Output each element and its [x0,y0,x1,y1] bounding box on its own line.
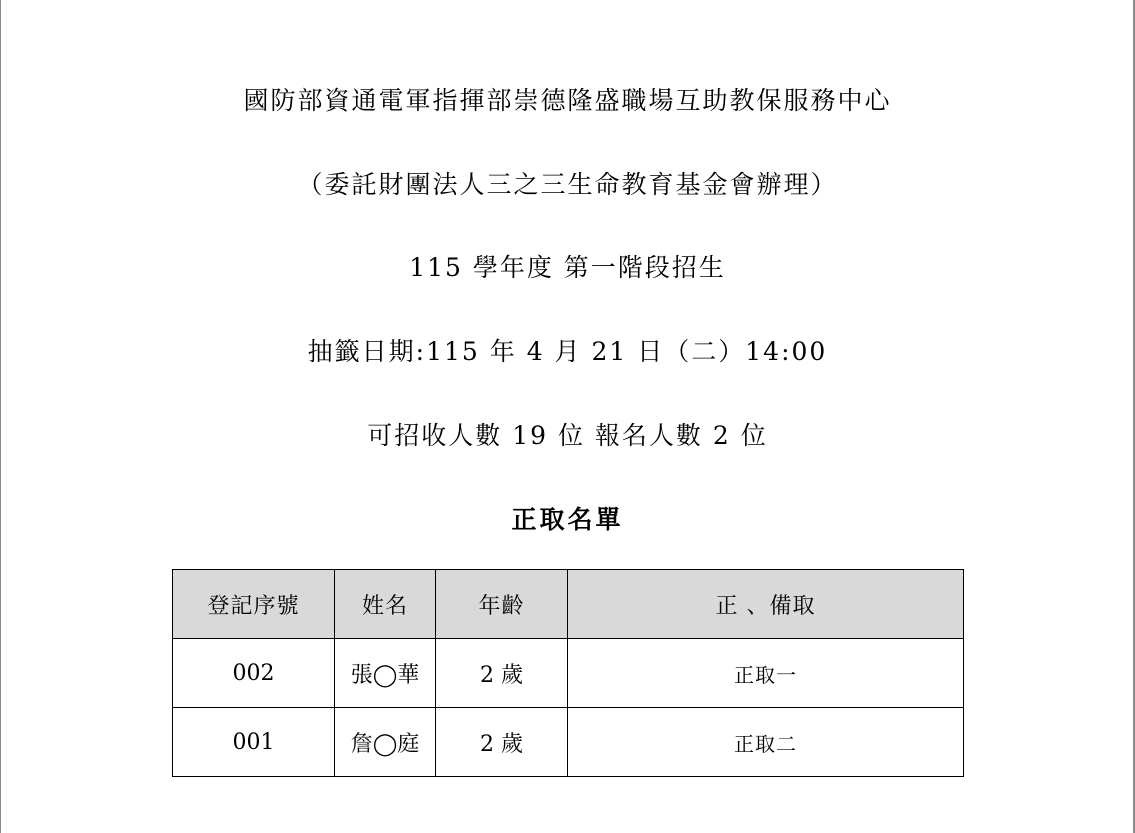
registration-number-cell: 002 [173,639,335,708]
commissioned-by-line: （委託財團法人三之三生命教育基金會辦理） [297,170,838,199]
admission-status-cell: 正取一 [568,639,964,708]
age-cell: 2 歲 [436,708,568,777]
header-age: 年齡 [436,570,568,639]
enrollment-phase-line: 115 學年度 第一階段招生 [409,253,726,282]
page-left-edge [0,0,1,833]
center-name-heading: 國防部資通電軍指揮部崇德隆盛職場互助教保服務中心 [243,86,892,115]
table-row [173,708,964,777]
name-cell: 張◯華 [335,639,436,708]
header-admission-status: 正 、備取 [568,570,964,639]
lottery-date-line: 抽籤日期:115 年 4 月 21 日（二）14:00 [307,337,828,366]
table-header-row [173,570,964,639]
age-cell: 2 歲 [436,639,568,708]
header-name: 姓名 [335,570,436,639]
admission-status-cell: 正取二 [568,708,964,777]
name-cell: 詹◯庭 [335,708,436,777]
admitted-list-title: 正取名單 [511,505,624,534]
capacity-line: 可招收人數 19 位 報名人數 2 位 [367,421,768,450]
admitted-list-table [172,569,964,777]
registration-number-cell: 001 [173,708,335,777]
table-row [173,639,964,708]
header-registration-number: 登記序號 [173,570,335,639]
